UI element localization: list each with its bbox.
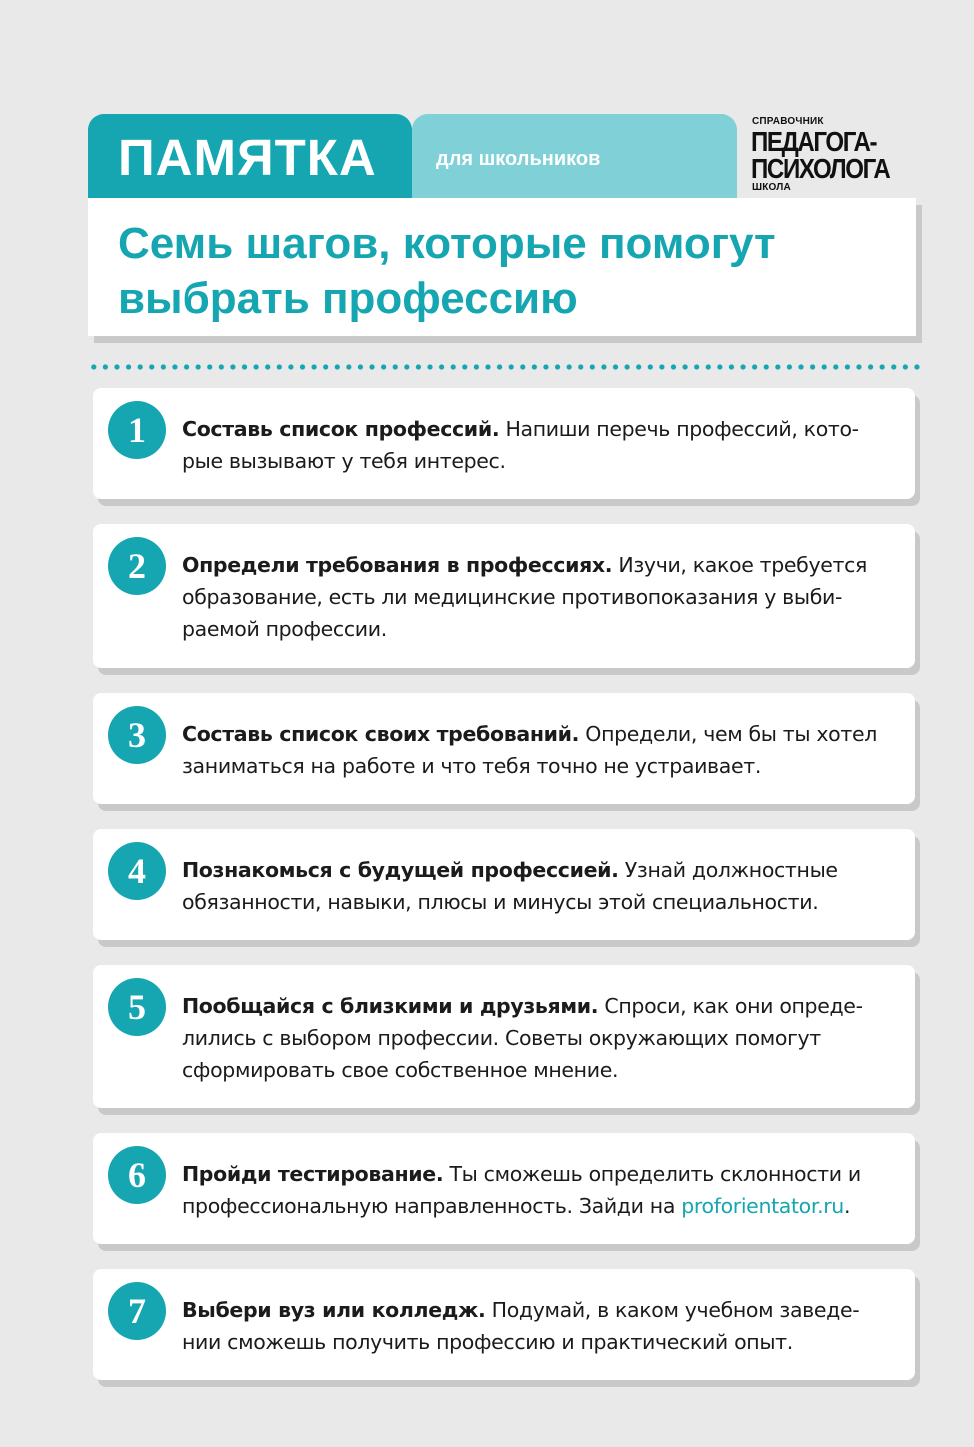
step-number-badge: 2 — [108, 537, 166, 595]
step-desc-line: Определи, чем бы ты хотел — [585, 722, 877, 746]
step-title: Составь список профессий. — [182, 417, 500, 441]
proforientator-link[interactable]: proforientator.ru — [681, 1194, 844, 1218]
step-number-badge: 5 — [108, 978, 166, 1036]
step-text — [182, 854, 894, 918]
step-title: Пообщайся с близкими и друзьями. — [182, 994, 599, 1018]
logo-bottom-text: ШКОЛА — [752, 182, 791, 193]
step-desc-line: профессиональную направленность. Зайди на — [182, 1194, 676, 1218]
step-card — [93, 388, 915, 499]
step-title: Выбери вуз или колледж. — [182, 1298, 486, 1322]
step-desc-tail: . — [843, 1194, 851, 1218]
step-desc-line: обязанности, навыки, плюсы и минусы этой специальности. — [182, 890, 819, 914]
step-title: Определи требования в профессиях. — [182, 553, 613, 577]
header-subtitle — [412, 114, 737, 200]
step-text — [182, 990, 894, 1086]
step-card — [93, 1269, 915, 1380]
step-text — [182, 413, 894, 477]
header-badge-label: ПАМЯТКА — [118, 129, 377, 186]
title-line-2: выбрать профессию — [118, 274, 578, 323]
step-desc-line: образование, есть ли медицинские противопоказания у выби- — [182, 585, 843, 609]
header-subtitle-label: для школьников — [436, 148, 601, 170]
step-number-badge: 3 — [108, 706, 166, 764]
logo-top-text: СПРАВОЧНИК — [752, 116, 824, 127]
step-number-badge: 4 — [108, 842, 166, 900]
step-desc-line: раемой профессии. — [182, 617, 387, 641]
step-desc-line: Ты сможешь определить склонности и — [449, 1162, 861, 1186]
step-text — [182, 718, 894, 782]
step-desc-line: Узнай должностные — [624, 858, 838, 882]
step-number-badge: 1 — [108, 401, 166, 459]
step-text — [182, 549, 894, 645]
step-number-badge: 7 — [108, 1282, 166, 1340]
step-number-badge: 6 — [108, 1146, 166, 1204]
step-desc-line: рые вызывают у тебя интерес. — [182, 449, 506, 473]
step-desc-line: Напиши перечь профессий, кото- — [505, 417, 859, 441]
step-desc-line: лились с выбором профессии. Советы окружающих помогут — [182, 1026, 821, 1050]
step-card — [93, 524, 915, 668]
publisher-logo — [742, 116, 924, 200]
step-card — [93, 1133, 915, 1244]
step-title: Составь список своих требований. — [182, 722, 580, 746]
title-line-1: Семь шагов, которые помогут — [118, 219, 776, 268]
step-desc-line: сформировать свое собственное мнение. — [182, 1058, 619, 1082]
step-card — [93, 693, 915, 804]
step-title: Познакомься с будущей профессией. — [182, 858, 619, 882]
step-title: Пройди тестирование. — [182, 1162, 444, 1186]
page-title — [88, 198, 916, 336]
dotted-divider — [88, 362, 920, 372]
header-badge — [88, 114, 412, 200]
step-desc-line: нии сможешь получить профессию и практический опыт. — [182, 1330, 793, 1354]
step-desc-line: Спроси, как они опреде- — [604, 994, 863, 1018]
step-text — [182, 1158, 894, 1222]
logo-line1: ПЕДАГОГА- — [751, 126, 877, 157]
logo-line2: ПСИХОЛОГА — [751, 153, 890, 184]
step-desc-line: Изучи, какое требуется — [618, 553, 868, 577]
step-card — [93, 829, 915, 940]
step-text — [182, 1294, 894, 1358]
step-card — [93, 965, 915, 1108]
step-desc-line: Подумай, в каком учебном заведе- — [491, 1298, 860, 1322]
step-desc-line: заниматься на работе и что тебя точно не устраивает. — [182, 754, 762, 778]
